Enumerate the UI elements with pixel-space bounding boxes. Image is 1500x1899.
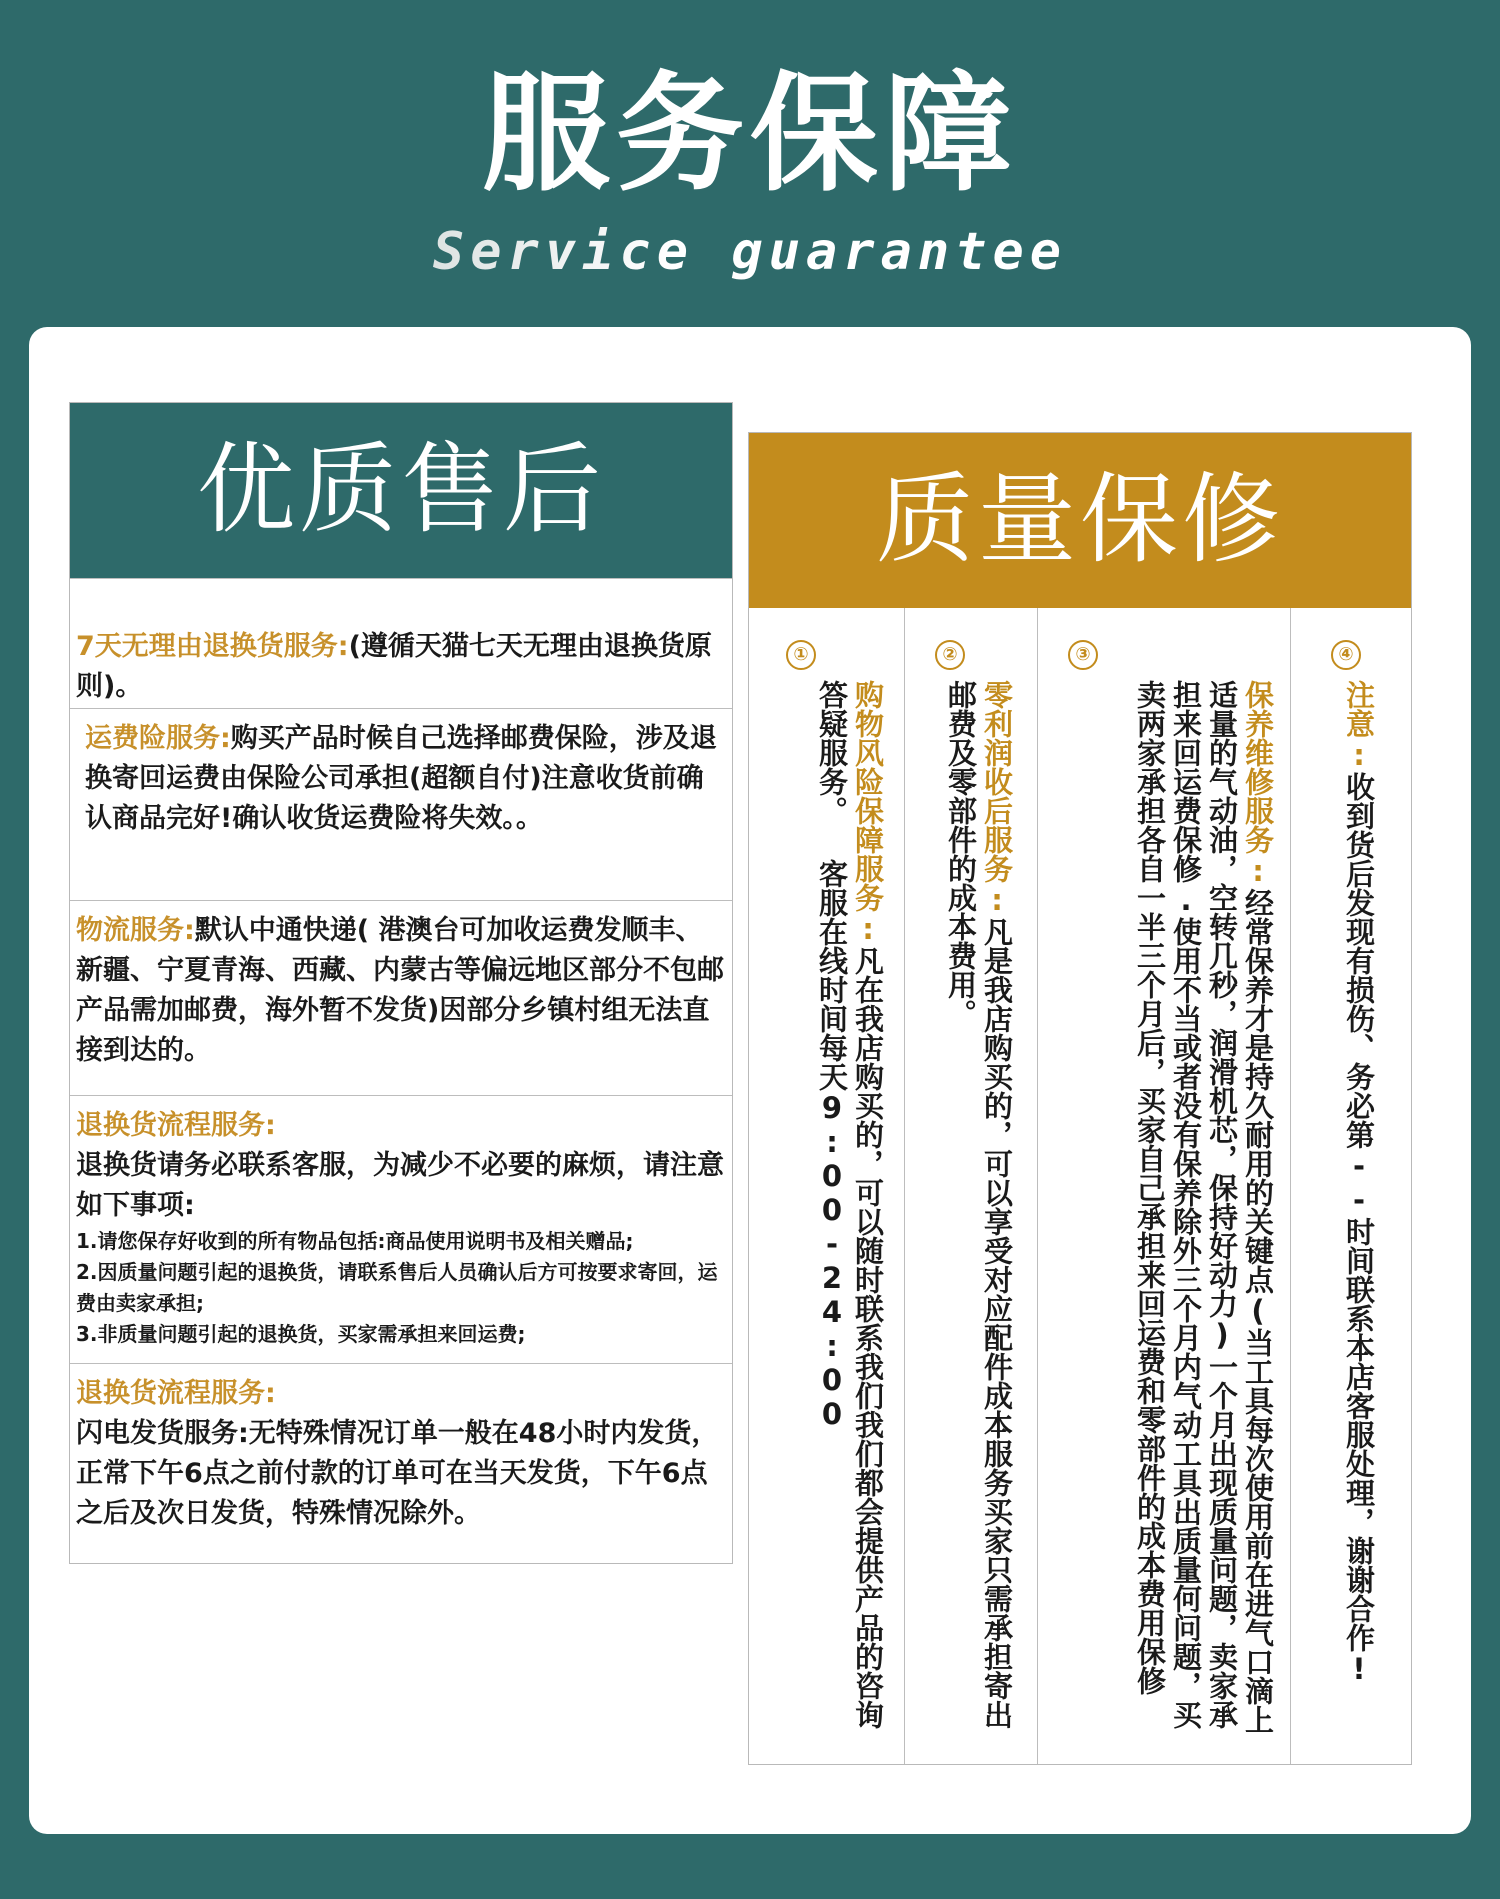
service-block: [70, 578, 732, 708]
warranty-text: [814, 680, 886, 1750]
warranty-body: 经常保养才是持久耐用的关键点(当工具每次使用前在进气口滴上适量的气动油，空转几秒，润滑机芯，保持好动力)一个月出现质量问题，卖家承担来回运费保修.使用不当或者没有保养除外三个月内气动工具出质量何问题，买卖两家承担各自一半三个月后，买家自己承担来回运费和零部件的成本费用保修: [1133, 680, 1275, 1734]
service-text: (遵循天猫七天无理由退换货原则)。: [76, 631, 712, 702]
warranty-label: 购物风险保障服务:: [851, 680, 885, 946]
service-block: [70, 1095, 732, 1363]
item-number: ①: [786, 640, 816, 670]
item-number: ③: [1068, 640, 1098, 670]
warranty-column: [1037, 608, 1290, 1764]
warranty-body: 凡在我店购买的，可以随时联系我们我们都会提供产品的咨询答疑服务。 客服在线时间每天9:00-24:00: [815, 680, 885, 1729]
service-label: 运费险服务:: [85, 723, 231, 754]
service-note: 3.非质量问题引起的退换货，买家需承担来回运费;: [76, 1322, 526, 1346]
warranty-columns: [749, 608, 1411, 1764]
service-label: 退换货流程服务:: [76, 1378, 276, 1409]
warranty-column: [749, 608, 904, 1764]
warranty-label: 保养维修服务:: [1241, 680, 1275, 888]
quality-warranty-header: 质量保修: [749, 433, 1411, 608]
service-label: 7天无理由退换货服务:: [76, 631, 349, 662]
quality-warranty-panel: [748, 432, 1412, 1765]
service-label: 退换货流程服务:: [76, 1110, 276, 1141]
after-sales-panel: [69, 402, 733, 1564]
page-title: 服务保障: [481, 60, 1018, 209]
service-text: 闪电发货服务:无特殊情况订单一般在48小时内发货， 正常下午6点之前付款的订单可在当天发货，下午6点之后及次日发货，特殊情况除外。: [76, 1418, 719, 1529]
item-number: ②: [935, 640, 965, 670]
service-text: 购买产品时候自己选择邮费保险，涉及退换寄回运费由保险公司承担(超额自付)注意收货前确认商品完好!确认收货运费险将失效。。: [85, 723, 717, 834]
after-sales-header: 优质售后: [70, 403, 732, 578]
service-label: 物流服务:: [76, 915, 195, 946]
warranty-label: 零利润收后服务:: [980, 680, 1014, 917]
service-text: 默认中通快递( 港澳台可加收运费发顺丰、新疆、宁夏青海、西藏、内蒙古等偏远地区部分不包邮产品需加邮费，海外暂不发货)因部分乡镇村组无法直接到达的。: [76, 915, 724, 1066]
warranty-body: 凡是我店购买的，可以享受对应配件成本服务买家只需承担寄出邮费及零部件的成本费用。: [944, 680, 1014, 1729]
warranty-column: [904, 608, 1037, 1764]
content-card: [29, 327, 1471, 1834]
service-block: [70, 900, 732, 1095]
warranty-label: 注意:: [1342, 680, 1376, 772]
service-block: [70, 1363, 732, 1563]
item-number: ④: [1331, 640, 1361, 670]
warranty-text: [1341, 680, 1377, 1750]
warranty-text: [943, 680, 1015, 1750]
service-note: 2.因质量问题引起的退换货，请联系售后人员确认后方可按要求寄回，运费由卖家承担;: [76, 1260, 718, 1315]
warranty-text: [1132, 680, 1276, 1750]
warranty-body: 收到货后发现有损伤、务必第--时间联系本店客服处理，谢谢合作!: [1342, 772, 1376, 1686]
service-block: [70, 708, 732, 900]
page-subtitle: Service guarantee: [0, 222, 1500, 282]
warranty-column: [1290, 608, 1411, 1764]
service-text: 退换货请务必联系客服，为减少不必要的麻烦，请注意如下事项:: [76, 1150, 724, 1221]
service-note: 1.请您保存好收到的所有物品包括:商品使用说明书及相关赠品;: [76, 1229, 634, 1253]
